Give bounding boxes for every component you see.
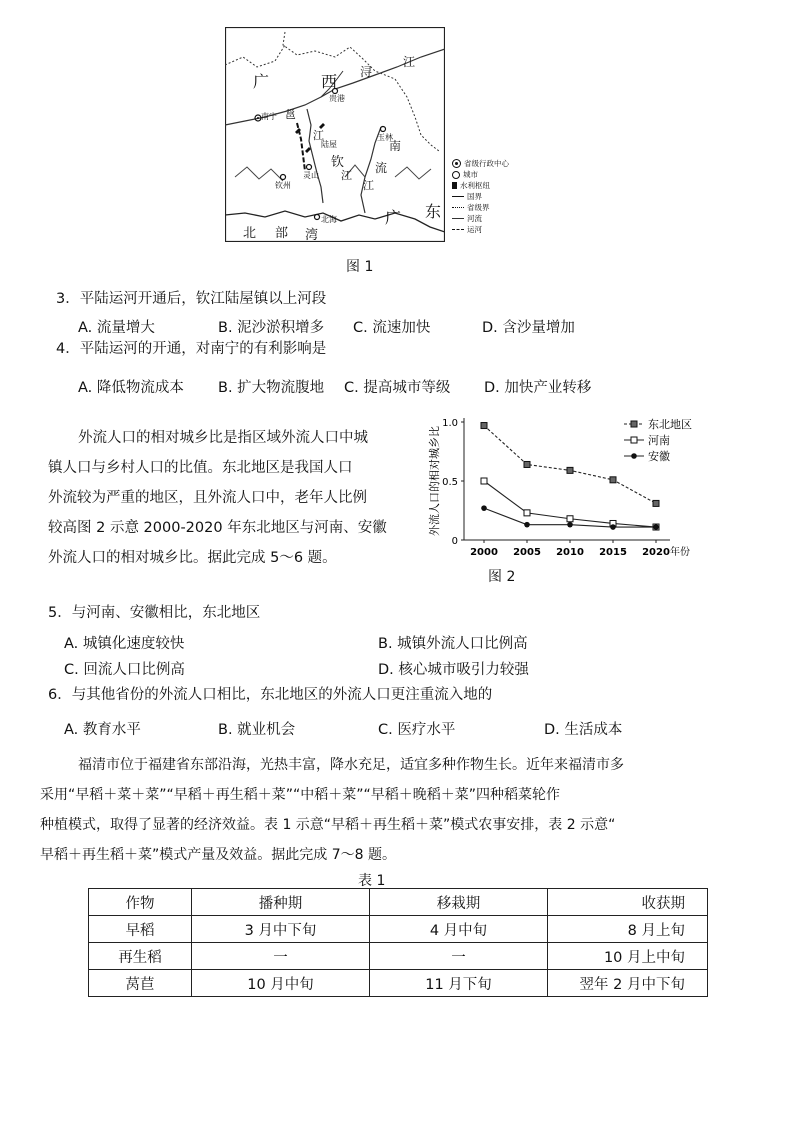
map-city-lingshan: 灵山: [303, 171, 319, 180]
map-label-nan-2: 流: [375, 161, 388, 175]
border-line-icon: [452, 196, 464, 197]
passage-line: 镇人口与乡村人口的比值。东北地区是我国人口: [48, 460, 353, 476]
passage-line: 种植模式，取得了显著的经济效益。表 1 示意“早稻＋再生稻＋菜”模式农事安排，表 2 示意“: [40, 817, 616, 833]
data-point: [524, 510, 530, 516]
table-header-cell: 收获期: [548, 889, 708, 916]
x-tick-label: 2020: [642, 547, 670, 558]
qinzhou-marker: [281, 175, 286, 180]
passage-line: 外流人口的相对城乡比。据此完成 5～6 题。: [48, 550, 337, 566]
table-header-row: [89, 889, 708, 916]
legend-item: [452, 169, 532, 180]
x-tick-label: 2010: [556, 547, 584, 558]
river-line-icon: [452, 218, 464, 219]
question-6-stem: 6．与其他省份的外流人口相比，东北地区的外流人口更注重流入地的: [48, 687, 493, 703]
x-tick-label: 2015: [599, 547, 627, 558]
map-label-yong-2: 江: [313, 129, 324, 142]
table-cell: 8 月上旬: [548, 916, 708, 943]
lingshan-marker: [307, 165, 312, 170]
figure-1-map: [225, 27, 445, 242]
map-label-nan-1: 南: [389, 139, 402, 153]
table-cell: 10 月中旬: [192, 970, 370, 997]
map-label-qin-2: 江: [341, 169, 352, 182]
canal-line-icon: [452, 229, 464, 230]
city-icon: [452, 171, 460, 179]
data-point: [610, 524, 616, 530]
map-city-nanning: 南宁: [261, 112, 277, 121]
map-label-qin-1: 钦: [331, 155, 345, 170]
legend-marker: [631, 453, 637, 459]
legend-label: 国界: [467, 192, 482, 201]
legend-label: 河流: [467, 214, 482, 223]
data-point: [524, 461, 530, 467]
figure-2-caption: 图 2: [488, 569, 516, 585]
chart-svg: [424, 410, 714, 560]
map-label-guangdong-2: 东: [425, 202, 442, 221]
map-city-qinzhou: 钦州: [275, 181, 291, 190]
legend-item: [452, 191, 532, 202]
passage-line: 采用“早稻＋菜＋菜”“早稻＋再生稻＋菜”“中稻＋菜”“早稻＋晚稻＋菜”四种稻菜轮作: [40, 787, 561, 803]
yulin-marker: [381, 127, 386, 132]
legend-label: 东北地区: [648, 418, 692, 431]
legend-item: [452, 213, 532, 224]
legend-label: 运河: [467, 225, 482, 234]
map-label-guangxi-2: 西: [321, 72, 338, 91]
map-label-yong: 邕: [285, 108, 296, 121]
table-header-cell: 作物: [89, 889, 192, 916]
table-cell: 一: [370, 943, 548, 970]
table-row: [89, 943, 708, 970]
map-label-xun-2: 江: [403, 55, 416, 69]
passage-2: [48, 423, 387, 573]
data-point: [567, 522, 573, 528]
table-cell: 再生稻: [89, 943, 192, 970]
question-5-stem: 5．与河南、安徽相比，东北地区: [48, 605, 261, 621]
q5-option-a: A. 城镇化速度较快: [64, 636, 185, 652]
x-tick-label: 2005: [513, 547, 541, 558]
legend-item: [452, 202, 532, 213]
data-point: [481, 505, 487, 511]
table-cell: 翌年 2 月中下旬: [548, 970, 708, 997]
data-point: [567, 467, 573, 473]
q6-option-b: B. 就业机会: [218, 722, 296, 738]
legend-marker: [631, 437, 637, 443]
q5-option-d: D. 核心城市吸引力较强: [378, 662, 529, 678]
map-label-guangdong-1: 广: [385, 208, 402, 227]
table-cell: 早稻: [89, 916, 192, 943]
legend-item: [452, 224, 532, 235]
x-tick-label: 2000: [470, 547, 498, 558]
dam-icon: [452, 182, 457, 189]
table-header-cell: 播种期: [192, 889, 370, 916]
beihai-marker: [315, 215, 320, 220]
y-tick-label: 1.0: [442, 418, 458, 429]
q4-option-a: A. 降低物流成本: [78, 380, 184, 396]
map-label-beibu-3: 湾: [305, 228, 319, 243]
table-row: [89, 916, 708, 943]
map-city-yulin: 玉林: [377, 133, 393, 142]
question-3-stem: 3．平陆运河开通后，钦江陆屋镇以上河段: [56, 291, 327, 307]
map-label-guangxi-1: 广: [253, 72, 270, 91]
table-row: [89, 970, 708, 997]
map-city-guigang: 贵港: [329, 94, 345, 103]
data-point: [524, 522, 530, 528]
legend-label: 安徽: [648, 450, 670, 463]
legend-label: 省级界: [467, 203, 490, 212]
passage-line: 外流人口的相对城乡比是指区域外流人口中城: [78, 430, 368, 446]
map-label-beibu-2: 部: [275, 226, 289, 241]
province-line-icon: [452, 207, 464, 208]
x-axis-suffix: 年份: [670, 547, 690, 558]
q3-option-a: A. 流量增大: [78, 320, 155, 336]
passage-line: 外流较为严重的地区，且外流人口中，老年人比例: [48, 490, 367, 506]
q3-option-c: C. 流速加快: [353, 320, 431, 336]
q6-option-c: C. 医疗水平: [378, 722, 456, 738]
y-axis-label: 外流人口的相对城乡比: [428, 426, 441, 536]
legend-item: [452, 180, 532, 191]
passage-line: 较高图 2 示意 2000-2020 年东北地区与河南、安徽: [48, 520, 387, 536]
table-1-title: 表 1: [358, 873, 386, 889]
legend-item: [452, 158, 532, 169]
table-header-cell: 移栽期: [370, 889, 548, 916]
figure-1-caption: 图 1: [346, 259, 374, 275]
table-cell: 莴苣: [89, 970, 192, 997]
series-line-0: [484, 426, 656, 504]
q3-option-d: D. 含沙量增加: [482, 320, 575, 336]
map-label-beibu-1: 北: [243, 226, 257, 241]
data-point: [610, 477, 616, 483]
table-cell: 11 月下旬: [370, 970, 548, 997]
table-cell: 3 月中下旬: [192, 916, 370, 943]
data-point: [567, 516, 573, 522]
q4-option-d: D. 加快产业转移: [484, 380, 592, 396]
q6-option-a: A. 教育水平: [64, 722, 141, 738]
figure-2-chart: [424, 410, 714, 560]
map-town-luwu: 陆屋: [321, 140, 337, 149]
q6-option-d: D. 生活成本: [544, 722, 623, 738]
map-label-xun-1: 浔: [360, 65, 373, 79]
legend-marker: [631, 421, 637, 427]
passage-3: [40, 750, 740, 870]
legend-label: 河南: [648, 434, 670, 447]
data-point: [653, 524, 659, 530]
table-cell: 10 月上中旬: [548, 943, 708, 970]
table-cell: 4 月中旬: [370, 916, 548, 943]
map-city-beihai: 北海: [321, 215, 337, 224]
legend-label: 省级行政中心: [464, 159, 509, 168]
y-tick-label: 0.5: [442, 477, 458, 488]
data-point: [653, 500, 659, 506]
y-tick-label: 0: [451, 536, 458, 547]
map-label-nan-3: 江: [363, 179, 374, 192]
q4-option-b: B. 扩大物流腹地: [218, 380, 325, 396]
data-point: [481, 478, 487, 484]
q5-option-c: C. 回流人口比例高: [64, 662, 185, 678]
map-legend: [452, 158, 532, 248]
capital-icon: [452, 159, 461, 168]
table-cell: 一: [192, 943, 370, 970]
q4-option-c: C. 提高城市等级: [344, 380, 451, 396]
legend-label: 水利枢纽: [460, 181, 490, 190]
data-point: [481, 423, 487, 429]
passage-line: 福清市位于福建省东部沿海，光热丰富，降水充足，适宜多种作物生长。近年来福清市多: [78, 757, 624, 773]
passage-line: 早稻＋再生稻＋菜”模式产量及效益。据此完成 7～8 题。: [40, 847, 396, 863]
q5-option-b: B. 城镇外流人口比例高: [378, 636, 528, 652]
question-4-stem: 4．平陆运河的开通，对南宁的有利影响是: [56, 341, 327, 357]
q3-option-b: B. 泥沙淤积增多: [218, 320, 325, 336]
legend-label: 城市: [463, 170, 478, 179]
table-1: [88, 888, 708, 997]
